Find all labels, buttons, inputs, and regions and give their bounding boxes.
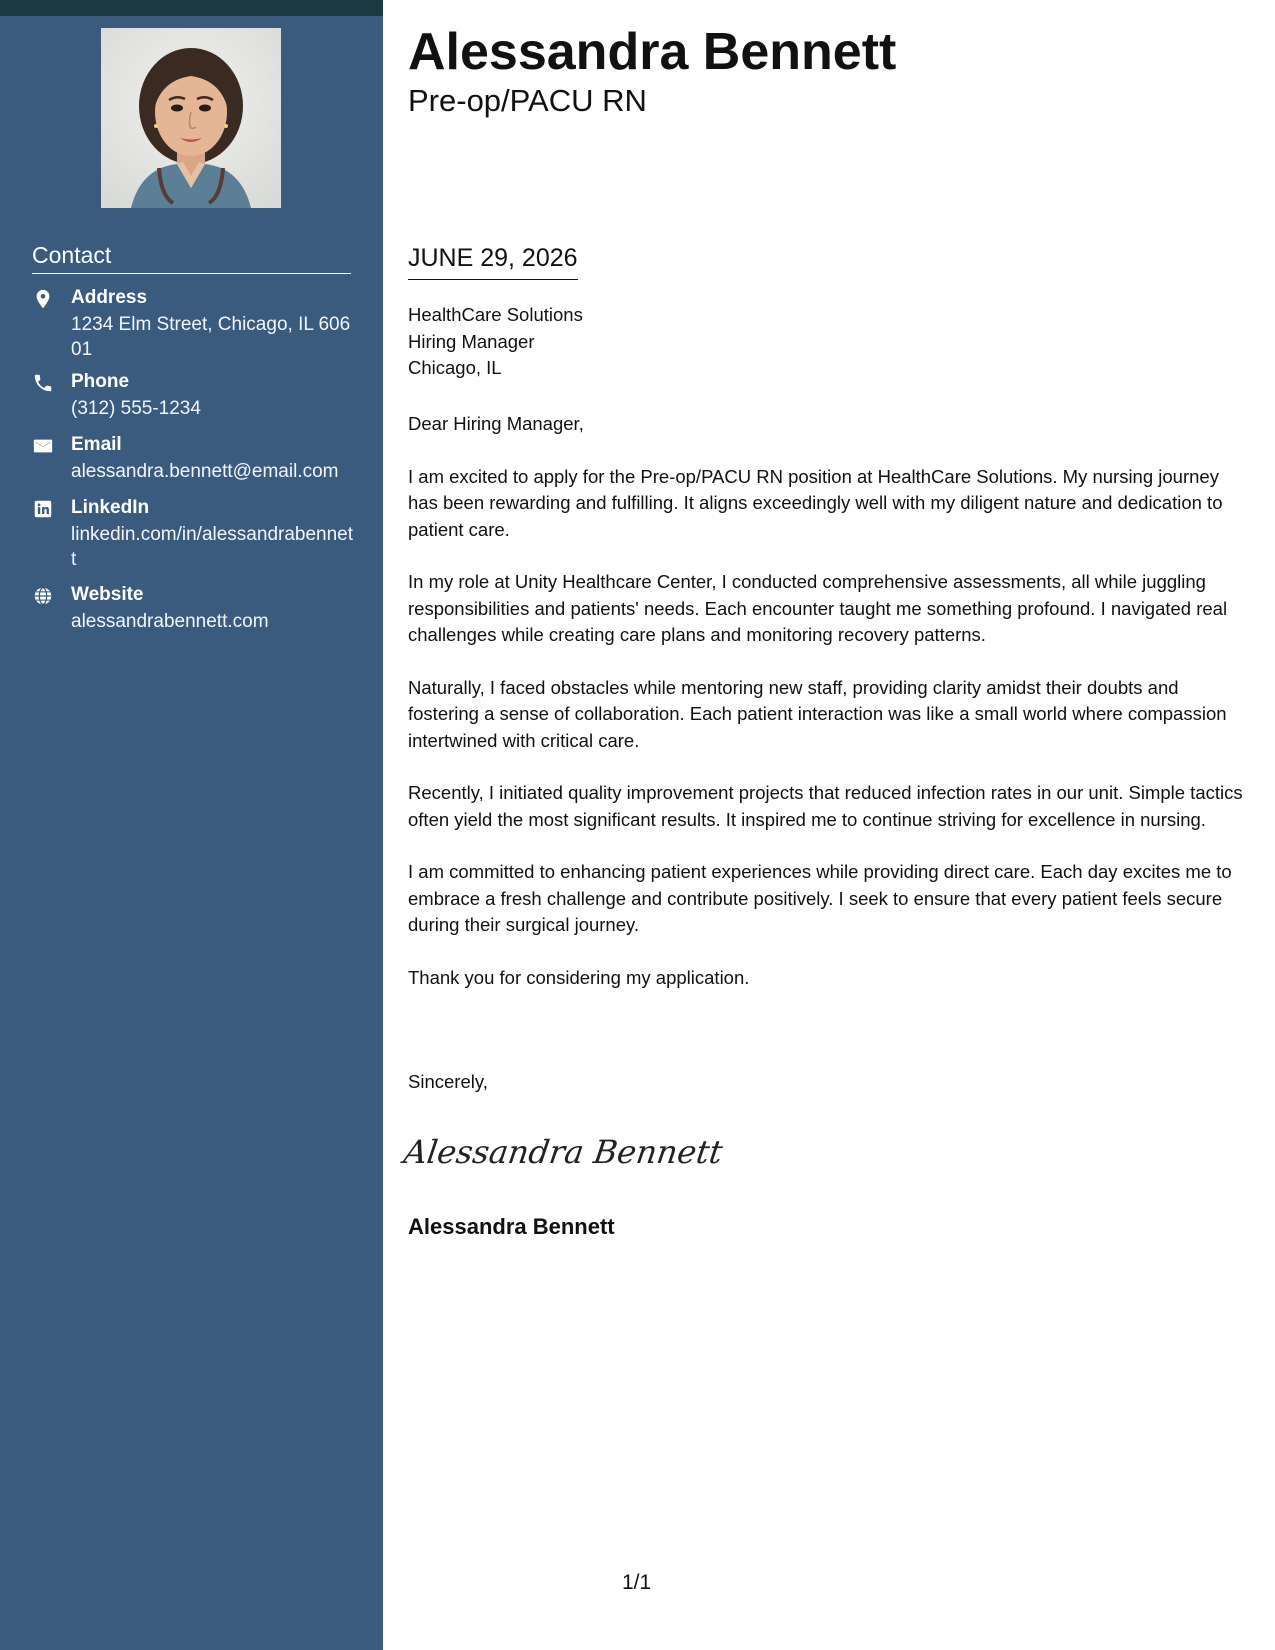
signature-image — [401, 1125, 725, 1175]
contact-label-email: Email — [71, 434, 122, 455]
letter-text — [408, 411, 1253, 1017]
portrait-photo-icon — [101, 28, 281, 208]
job-role: Pre-op/PACU RN — [408, 83, 647, 118]
recipient-title: Hiring Manager — [408, 330, 535, 352]
avatar — [101, 28, 281, 208]
signer-name: Alessandra Bennett — [408, 1214, 615, 1239]
contact-label-address: Address — [71, 287, 148, 308]
envelope-icon — [32, 435, 54, 457]
contact-label-linkedin: LinkedIn — [71, 497, 150, 518]
top-accent-bar — [0, 0, 383, 16]
letter-date: JUNE 29, 2026 — [408, 244, 578, 280]
contact-value-linkedin[interactable]: linkedin.com/in/alessandrabennett — [71, 524, 354, 570]
linkedin-icon — [32, 498, 54, 520]
paragraph: Naturally, I faced obstacles while mentoring new staff, providing clarity amidst their doubts and fostering a sense of collaboration. Each patient interaction was like a small world where compassion intertwined with critical care. — [408, 676, 1227, 751]
contact-value-phone: (312) 555-1234 — [71, 398, 201, 419]
recipient-block — [408, 302, 583, 382]
contact-label-website: Website — [71, 584, 144, 605]
paragraph: I am committed to enhancing patient experiences while providing direct care. Each day excites me to embrace a fresh challenge and contribute positively. I seek to ensure that every patient feels secure during their surgical journey. — [408, 861, 1232, 935]
paragraph: In my role at Unity Healthcare Center, I conducted comprehensive assessments, all while juggling responsibilities and patients' needs. Each encounter taught me something profound. I navigated real challenges while creating care plans and monitoring recovery patterns. — [408, 571, 1228, 645]
signature-icon — [401, 1125, 725, 1175]
phone-icon — [32, 372, 54, 394]
signature-text: Alessandra Bennett — [401, 1133, 725, 1171]
recipient-location: Chicago, IL — [408, 357, 502, 378]
page-number: 1/1 — [622, 1571, 652, 1594]
globe-icon — [32, 585, 54, 607]
salutation: Dear Hiring Manager, — [408, 413, 584, 434]
closing: Sincerely, — [408, 1071, 488, 1092]
paragraph: Recently, I initiated quality improvement projects that reduced infection rates in our unit. Simple tactics often yield the most significant results. It inspired me to continue striving for excellence in nursing. — [408, 782, 1243, 830]
contact-value-website[interactable]: alessandrabennett.com — [71, 611, 269, 632]
location-pin-icon — [32, 288, 54, 310]
contact-heading: Contact — [32, 242, 351, 274]
contact-value-address: 1234 Elm Street, Chicago, IL 60601 — [71, 314, 351, 360]
recipient-company: HealthCare Solutions — [408, 304, 583, 325]
contact-value-email[interactable]: alessandra.bennett@email.com — [71, 461, 339, 482]
sidebar — [0, 16, 383, 1650]
page-title: Alessandra Bennett — [408, 23, 897, 81]
contact-label-phone: Phone — [71, 371, 130, 392]
paragraph: Thank you for considering my application. — [408, 966, 750, 988]
paragraph: I am excited to apply for the Pre-op/PACU RN position at HealthCare Solutions. My nursing journey has been rewarding and fulfilling. It aligns exceedingly well with my diligent nature and dedication to patient care. — [408, 465, 1223, 540]
